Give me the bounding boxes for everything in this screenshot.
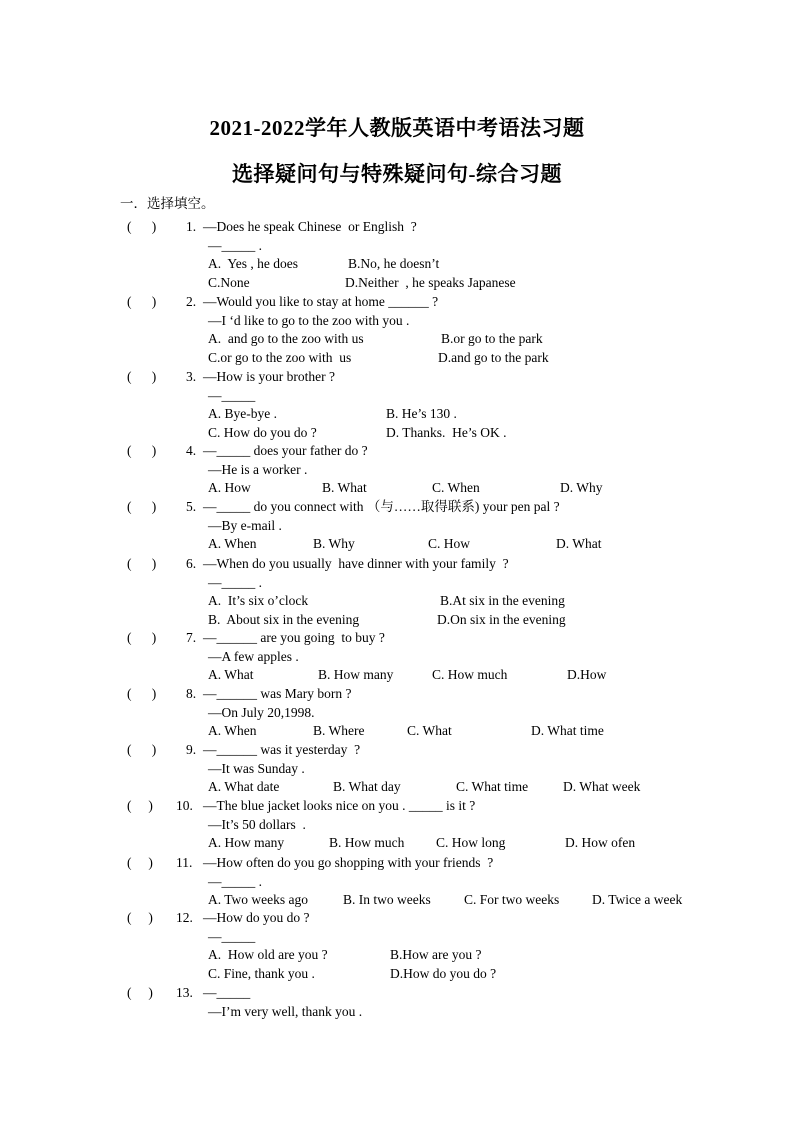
question-answer-line: —It was Sunday .	[208, 760, 305, 776]
question-answer-line: —_____ .	[208, 873, 262, 889]
answer-bracket: ( )	[127, 499, 157, 514]
question-stem: —_____	[203, 985, 251, 1000]
option-b: B. How many	[318, 667, 394, 683]
question-stem: —How is your brother ?	[203, 369, 335, 384]
question-stem: —Would you like to stay at home ______ ?	[203, 294, 439, 309]
question-answer-line: —He is a worker .	[208, 461, 308, 477]
answer-bracket: ( )	[127, 742, 157, 757]
question-answer-line: —I’m very well, thank you .	[208, 1003, 363, 1019]
option-c: C. When	[432, 480, 480, 496]
document-subtitle: 选择疑问句与特殊疑问句-综合习题	[232, 162, 562, 186]
option-c: C.None	[208, 275, 250, 291]
option-c: C. What	[407, 723, 452, 739]
option-a: A. It’s six o’clock	[208, 593, 309, 609]
option-a: A. Yes , he does	[208, 256, 299, 272]
option-b: B. Where	[313, 723, 365, 739]
option-c: B. About six in the evening	[208, 612, 360, 628]
answer-bracket: ( )	[127, 855, 153, 870]
question-stem: —When do you usually have dinner with your family ?	[203, 556, 509, 571]
option-d: D. Thanks. He’s OK .	[386, 425, 507, 441]
question-answer-line: —On July 20,1998.	[208, 704, 315, 720]
question-answer-line: —By e-mail .	[208, 517, 282, 533]
option-d: D. Why	[560, 480, 603, 496]
option-b: B.How are you ?	[390, 947, 482, 963]
question-answer-line: —It’s 50 dollars .	[208, 816, 306, 832]
question-number: 4.	[186, 443, 197, 458]
option-d: D. What	[556, 536, 602, 552]
option-c: C. Fine, thank you .	[208, 966, 315, 982]
question-stem: —______ was it yesterday ?	[203, 742, 361, 757]
answer-bracket: ( )	[127, 556, 157, 571]
answer-bracket: ( )	[127, 686, 157, 701]
question-number: 12.	[176, 910, 193, 925]
option-d: D. What time	[531, 723, 604, 739]
question-stem: —How often do you go shopping with your friends ?	[203, 855, 494, 870]
option-c: C.or go to the zoo with us	[208, 350, 352, 366]
option-c: C. How do you do ?	[208, 425, 317, 441]
question-number: 6.	[186, 556, 197, 571]
document-title: 2021-2022学年人教版英语中考语法习题	[209, 116, 585, 140]
option-b: B. In two weeks	[343, 892, 431, 908]
question-answer-line: —_____ .	[208, 237, 262, 253]
option-d: D.Neither , he speaks Japanese	[345, 275, 516, 291]
question-number: 9.	[186, 742, 197, 757]
option-d: D. What week	[563, 779, 641, 795]
question-number: 10.	[176, 798, 193, 813]
option-a: A. Two weeks ago	[208, 892, 309, 908]
option-a: A. and go to the zoo with us	[208, 331, 364, 347]
answer-bracket: ( )	[127, 910, 153, 925]
option-a: A. How	[208, 480, 251, 496]
question-number: 11.	[176, 855, 193, 870]
option-b: B.At six in the evening	[440, 593, 565, 609]
option-c: C. How long	[436, 835, 506, 851]
question-answer-line: —_____ .	[208, 574, 262, 590]
option-d: D.and go to the park	[438, 350, 549, 366]
question-stem: —How do you do ?	[203, 910, 310, 925]
option-a: A. When	[208, 536, 257, 552]
option-b: B.or go to the park	[441, 331, 543, 347]
option-c: C. For two weeks	[464, 892, 560, 908]
option-a: A. When	[208, 723, 257, 739]
question-answer-line: —_____	[208, 928, 256, 944]
option-b: B. He’s 130 .	[386, 406, 457, 422]
option-d: D.On six in the evening	[437, 612, 566, 628]
option-a: A. What	[208, 667, 254, 683]
option-c: C. How	[428, 536, 471, 552]
option-a: A. What date	[208, 779, 280, 795]
question-number: 8.	[186, 686, 197, 701]
answer-bracket: ( )	[127, 443, 157, 458]
question-number: 13.	[176, 985, 193, 1000]
option-d: D. How ofen	[565, 835, 636, 851]
question-number: 3.	[186, 369, 197, 384]
question-stem: —______ are you going to buy ?	[203, 630, 385, 645]
option-c: C. What time	[456, 779, 529, 795]
option-a: A. Bye-bye .	[208, 406, 277, 422]
answer-bracket: ( )	[127, 985, 153, 1000]
answer-bracket: ( )	[127, 369, 157, 384]
question-number: 5.	[186, 499, 197, 514]
option-b: B.No, he doesn’t	[348, 256, 440, 272]
question-stem: —_____ do you connect with （与……取得联系) your pen pal ?	[203, 499, 560, 514]
question-answer-line: —I ‘d like to go to the zoo with you .	[208, 312, 410, 328]
question-stem: —Does he speak Chinese or English ?	[203, 219, 417, 234]
option-b: B. What day	[333, 779, 401, 795]
question-stem: —_____ does your father do ?	[203, 443, 368, 458]
question-stem: —______ was Mary born ?	[203, 686, 352, 701]
option-c: C. How much	[432, 667, 508, 683]
section-header: 一．选择填空。	[120, 196, 215, 211]
option-a: A. How many	[208, 835, 285, 851]
option-d: D. Twice a week	[592, 892, 683, 908]
question-number: 1.	[186, 219, 197, 234]
option-a: A. How old are you ?	[208, 947, 328, 963]
answer-bracket: ( )	[127, 219, 157, 234]
answer-bracket: ( )	[127, 294, 157, 309]
option-b: B. How much	[329, 835, 405, 851]
option-d: D.How	[567, 667, 607, 683]
question-answer-line: —A few apples .	[208, 648, 299, 664]
question-number: 2.	[186, 294, 197, 309]
answer-bracket: ( )	[127, 630, 157, 645]
answer-bracket: ( )	[127, 798, 153, 813]
question-answer-line: —_____	[208, 387, 256, 403]
option-b: B. What	[322, 480, 367, 496]
option-b: B. Why	[313, 536, 355, 552]
option-d: D.How do you do ?	[390, 966, 497, 982]
question-number: 7.	[186, 630, 197, 645]
question-stem: —The blue jacket looks nice on you . _____ is it ?	[203, 798, 476, 813]
